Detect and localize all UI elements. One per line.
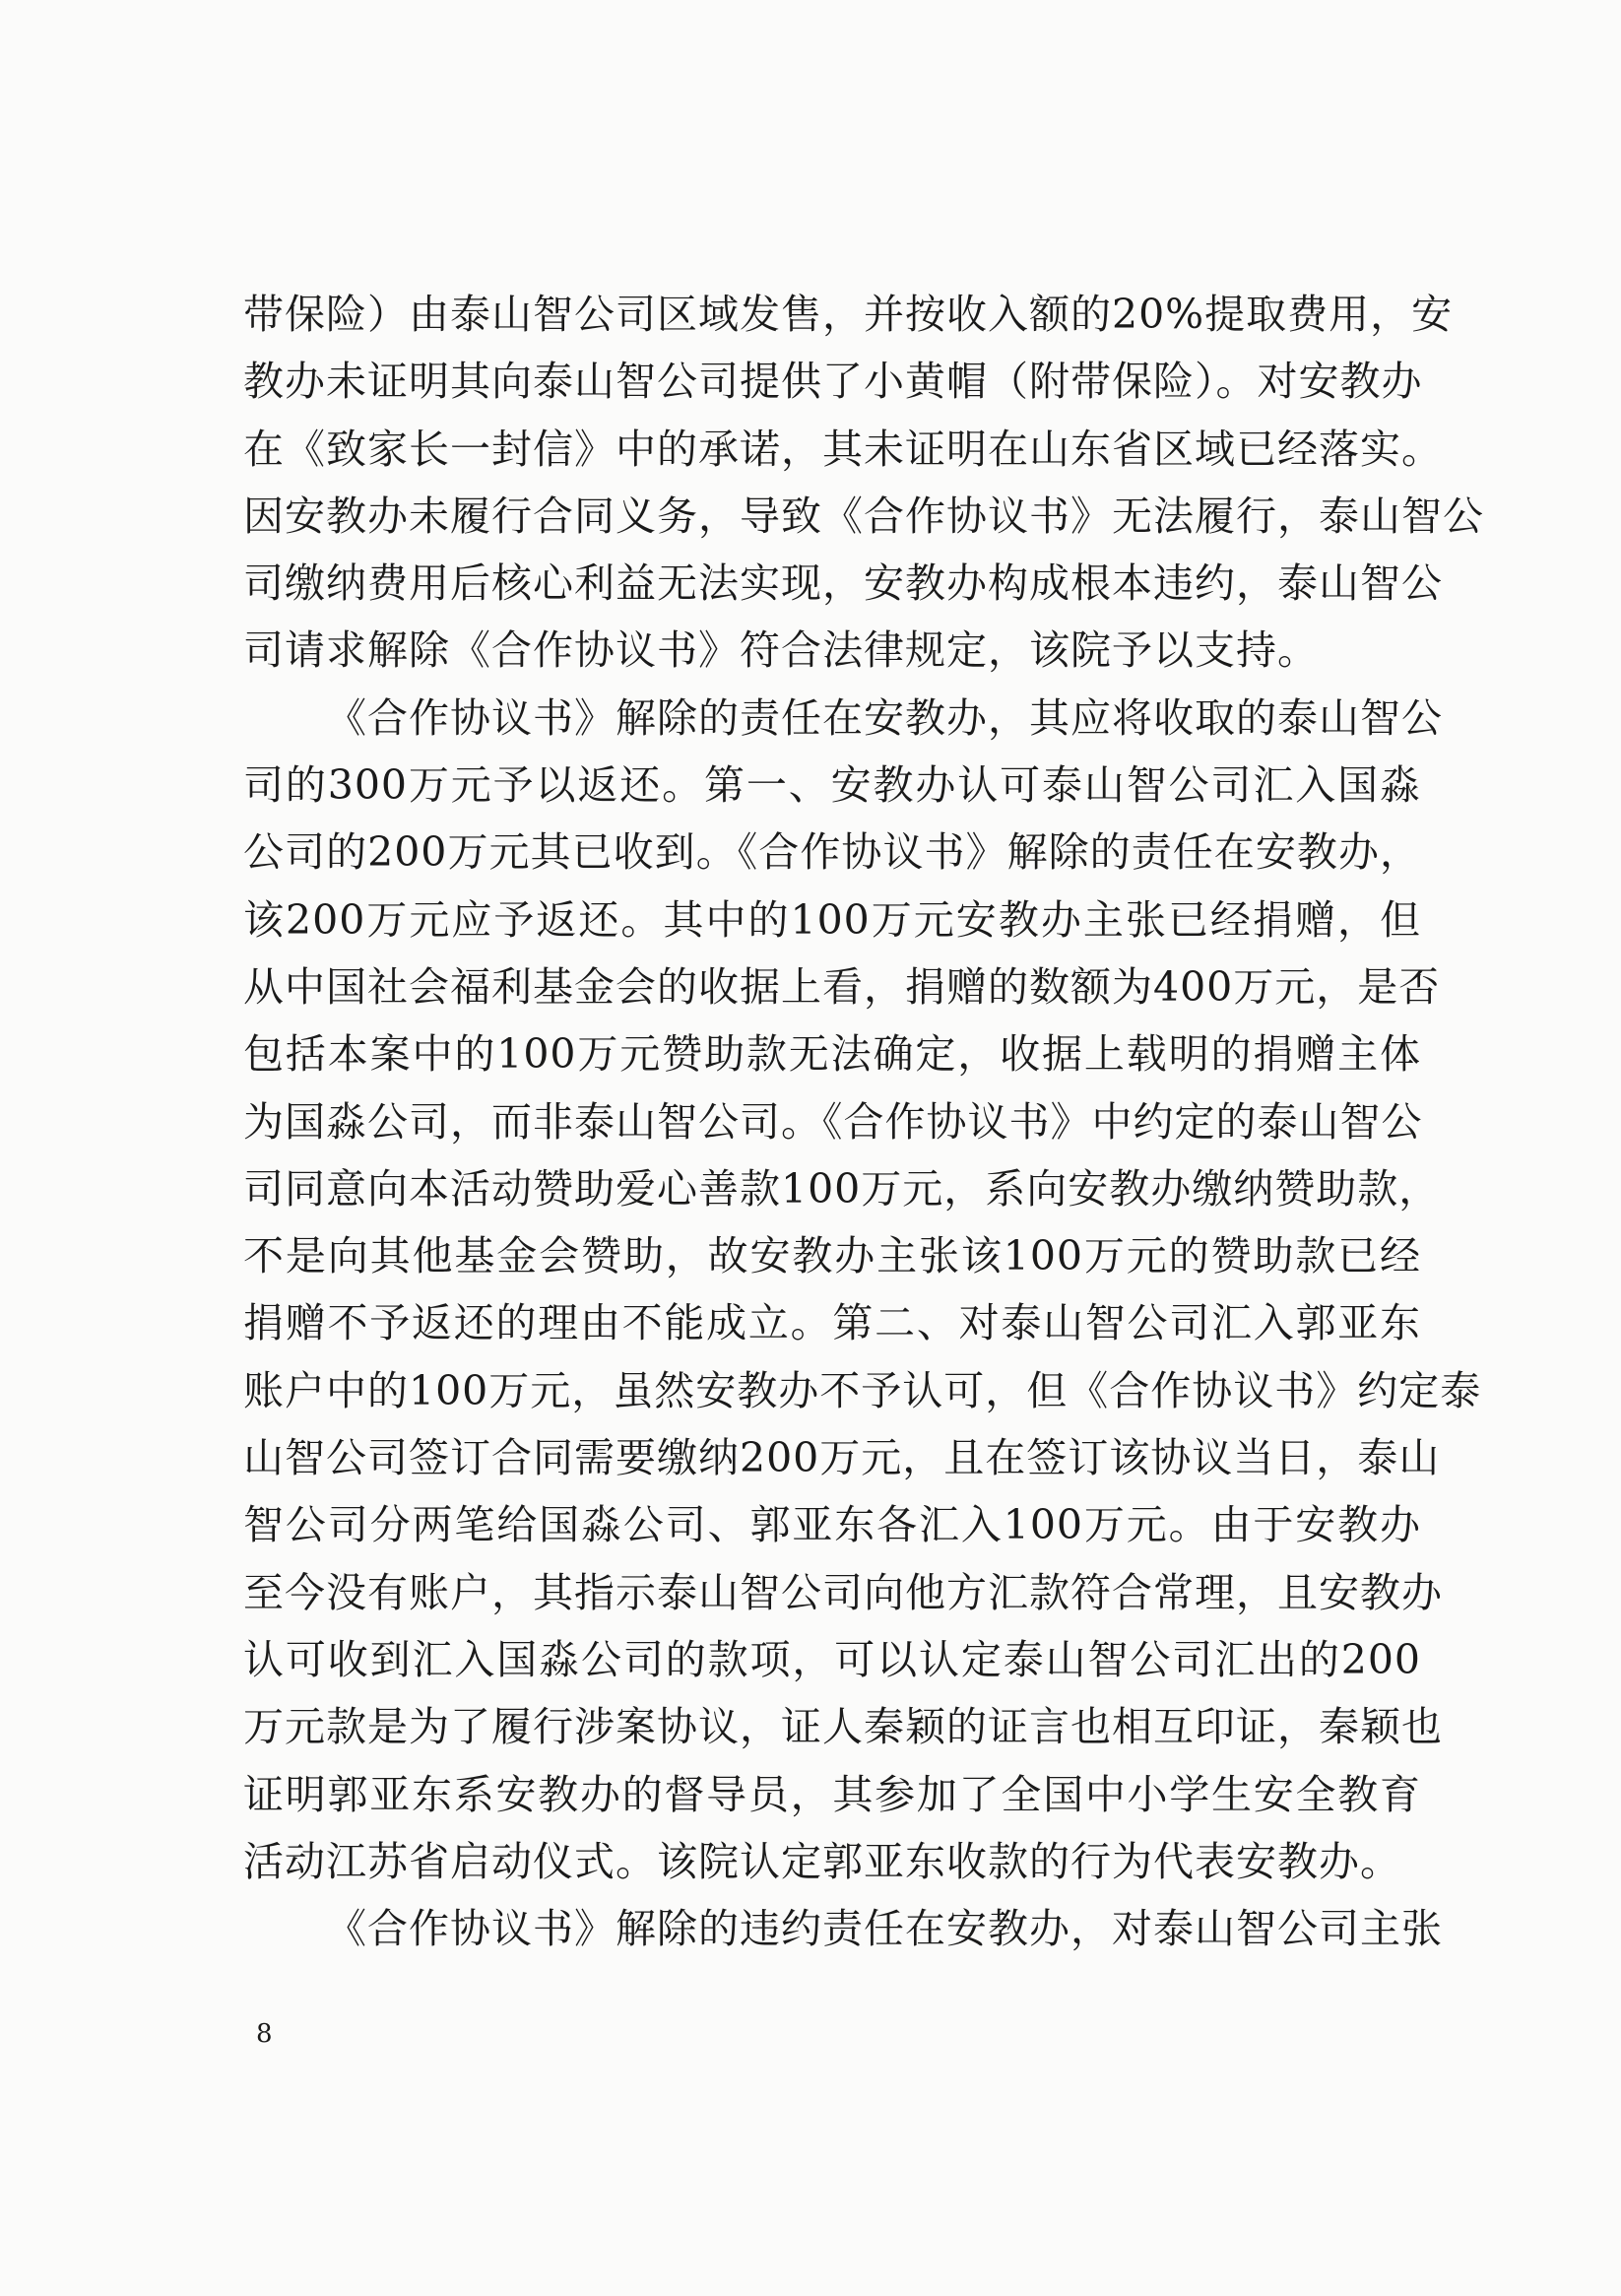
text-line-23: 证明郭亚东系安教办的督导员，其参加了全国中小学生安全教育 [243,1770,1421,1818]
text-line-1: 带保险）由泰山智公司区域发售，并按收入额的20%提取费用，安 [243,291,1454,338]
text-line-25: 《合作协议书》解除的违约责任在安教办，对泰山智公司主张 [326,1905,1443,1953]
text-line-16: 捐赠不予返还的理由不能成立。第二、对泰山智公司汇入郭亚东 [243,1299,1421,1347]
text-line-9: 公司的200万元其已收到。《合作协议书》解除的责任在安教办， [243,828,1421,877]
text-line-3: 在《致家长一封信》中的承诺，其未证明在山东省区域已经落实。 [243,425,1443,473]
text-line-8: 司的300万元予以返还。第一、安教办认可泰山智公司汇入国淼 [243,761,1421,810]
text-line-4: 因安教办未履行合同义务，导致《合作协议书》无法履行，泰山智公 [243,492,1484,540]
text-line-21: 认可收到汇入国淼公司的款项，可以认定泰山智公司汇出的200 [243,1635,1421,1683]
text-line-10: 该200万元应予返还。其中的100万元安教办主张已经捐赠，但 [243,895,1421,944]
text-line-18: 山智公司签订合同需要缴纳200万元，且在签订该协议当日，泰山 [243,1434,1441,1482]
text-line-15: 不是向其他基金会赞助，故安教办主张该100万元的赞助款已经 [243,1232,1421,1280]
text-line-14: 司同意向本活动赞助爱心善款100万元，系向安教办缴纳赞助款， [243,1164,1441,1213]
text-line-19: 智公司分两笔给国淼公司、郭亚东各汇入100万元。由于安教办 [243,1501,1421,1549]
text-line-6: 司请求解除《合作协议书》符合法律规定，该院予以支持。 [243,626,1319,675]
text-line-7: 《合作协议书》解除的责任在安教办，其应将收取的泰山智公 [326,693,1443,742]
page-number: 8 [256,2019,273,2049]
text-line-24: 活动江苏省启动仪式。该院认定郭亚东收款的行为代表安教办。 [243,1837,1401,1885]
text-line-22: 万元款是为了履行涉案协议，证人秦颖的证言也相互印证，秦颖也 [243,1703,1443,1751]
text-line-13: 为国淼公司，而非泰山智公司。《合作协议书》中约定的泰山智公 [243,1097,1423,1146]
body-text [243,281,1484,1962]
text-line-5: 司缴纳费用后核心利益无法实现，安教办构成根本违约，泰山智公 [243,559,1443,608]
text-line-17: 账户中的100万元，虽然安教办不予认可，但《合作协议书》约定泰 [243,1366,1482,1414]
text-line-11: 从中国社会福利基金会的收据上看，捐赠的数额为400万元，是否 [243,962,1441,1011]
text-line-2: 教办未证明其向泰山智公司提供了小黄帽（附带保险）。对安教办 [243,358,1423,406]
text-line-20: 至今没有账户，其指示泰山智公司向他方汇款符合常理，且安教办 [243,1568,1443,1616]
text-line-12: 包括本案中的100万元赞助款无法确定，收据上载明的捐赠主体 [243,1030,1421,1079]
